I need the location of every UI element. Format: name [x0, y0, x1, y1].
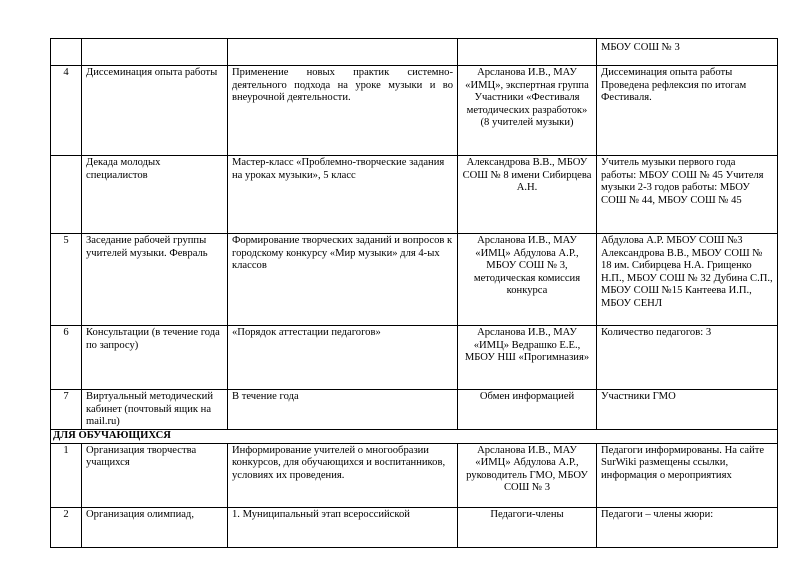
responsible-cell: Педагоги-члены — [458, 507, 597, 547]
content-cell: 1. Муниципальный этап всероссийской — [228, 507, 458, 547]
result-cell: Абдулова А.Р. МБОУ СОШ №3 Александрова В.В., МБОУ СОШ № 18 им. Сибирцева Н.А. Грищенко Н.П., МБОУ СОШ № 32 Дубина С.П., МБОУ СОШ №15 Кантеева И.П., МБОУ СЕНЛ — [597, 234, 778, 326]
row-number: 7 — [51, 390, 82, 430]
result-cell: Учитель музыки первого года работы: МБОУ СОШ № 45 Учителя музыки 2-3 годов работы: МБОУ СОШ № 44, МБОУ СОШ № 45 — [597, 156, 778, 234]
table-row — [51, 390, 778, 430]
table-row — [51, 443, 778, 507]
section-title: ДЛЯ ОБУЧАЮЩИХСЯ — [51, 430, 778, 444]
responsible-cell: Арсланова И.В., МАУ «ИМЦ», экспертная группа Участники «Фестиваля методических разработок» (8 учителей музыки) — [458, 66, 597, 156]
result-cell: Количество педагогов: 3 — [597, 326, 778, 390]
activity-cell: Консультации (в течение года по запросу) — [82, 326, 228, 390]
row-number: 2 — [51, 507, 82, 547]
activity-cell: Диссеминация опыта работы — [82, 66, 228, 156]
row-number: 4 — [51, 66, 82, 156]
table-row — [51, 39, 778, 66]
content-cell: Мастер-класс «Проблемно-творческие задания на уроках музыки», 5 класс — [228, 156, 458, 234]
plan-table — [50, 38, 778, 548]
activity-cell: Организация творчества учащихся — [82, 443, 228, 507]
responsible-cell: Арсланова И.В., МАУ «ИМЦ» Абдулова А.Р., МБОУ СОШ № 3, методическая комиссия конкурса — [458, 234, 597, 326]
activity-cell: Заседание рабочей группы учителей музыки. Февраль — [82, 234, 228, 326]
row-number — [51, 39, 82, 66]
row-number — [51, 156, 82, 234]
activity-cell: Виртуальный методический кабинет (почтовый ящик на mail.ru) — [82, 390, 228, 430]
result-cell — [597, 39, 778, 66]
result-text: МБОУ СОШ № 3 — [601, 42, 680, 53]
row-number: 6 — [51, 326, 82, 390]
table-row — [51, 234, 778, 326]
responsible-cell — [458, 39, 597, 66]
activity-cell — [82, 39, 228, 66]
result-cell: Педагоги – члены жюри: — [597, 507, 778, 547]
activity-cell: Декада молодых специалистов — [82, 156, 228, 234]
row-number: 1 — [51, 443, 82, 507]
table-row — [51, 326, 778, 390]
content-cell: Формирование творческих заданий и вопросов к городскому конкурсу «Мир музыки» для 4-ых классов — [228, 234, 458, 326]
responsible-cell: Александрова В.В., МБОУ СОШ № 8 имени Сибирцева А.Н. — [458, 156, 597, 234]
table-row — [51, 156, 778, 234]
responsible-cell: Арсланова И.В., МАУ «ИМЦ» Абдулова А.Р., руководитель ГМО, МБОУ СОШ № 3 — [458, 443, 597, 507]
content-cell: Информирование учителей о многообразии конкурсов, для обучающихся и воспитанников, условиях их проведения. — [228, 443, 458, 507]
result-cell: Участники ГМО — [597, 390, 778, 430]
table-row — [51, 66, 778, 156]
content-cell: Применение новых практик системно-деятельного подхода на уроке музыки и во внеурочной деятельности. — [228, 66, 458, 156]
row-number: 5 — [51, 234, 82, 326]
content-cell: В течение года — [228, 390, 458, 430]
result-cell: Педагоги информированы. На сайте SurWiki размещены ссылки, информация о мероприятиях — [597, 443, 778, 507]
table-row — [51, 507, 778, 547]
result-cell: Диссеминация опыта работы Проведена рефлексия по итогам Фестиваля. — [597, 66, 778, 156]
activity-cell: Организация олимпиад, — [82, 507, 228, 547]
responsible-cell: Обмен информацией — [458, 390, 597, 430]
responsible-cell: Арсланова И.В., МАУ «ИМЦ» Ведрашко Е.Е., МБОУ НШ «Прогимназия» — [458, 326, 597, 390]
content-cell — [228, 39, 458, 66]
section-header-row — [51, 430, 778, 444]
content-cell: «Порядок аттестации педагогов» — [228, 326, 458, 390]
